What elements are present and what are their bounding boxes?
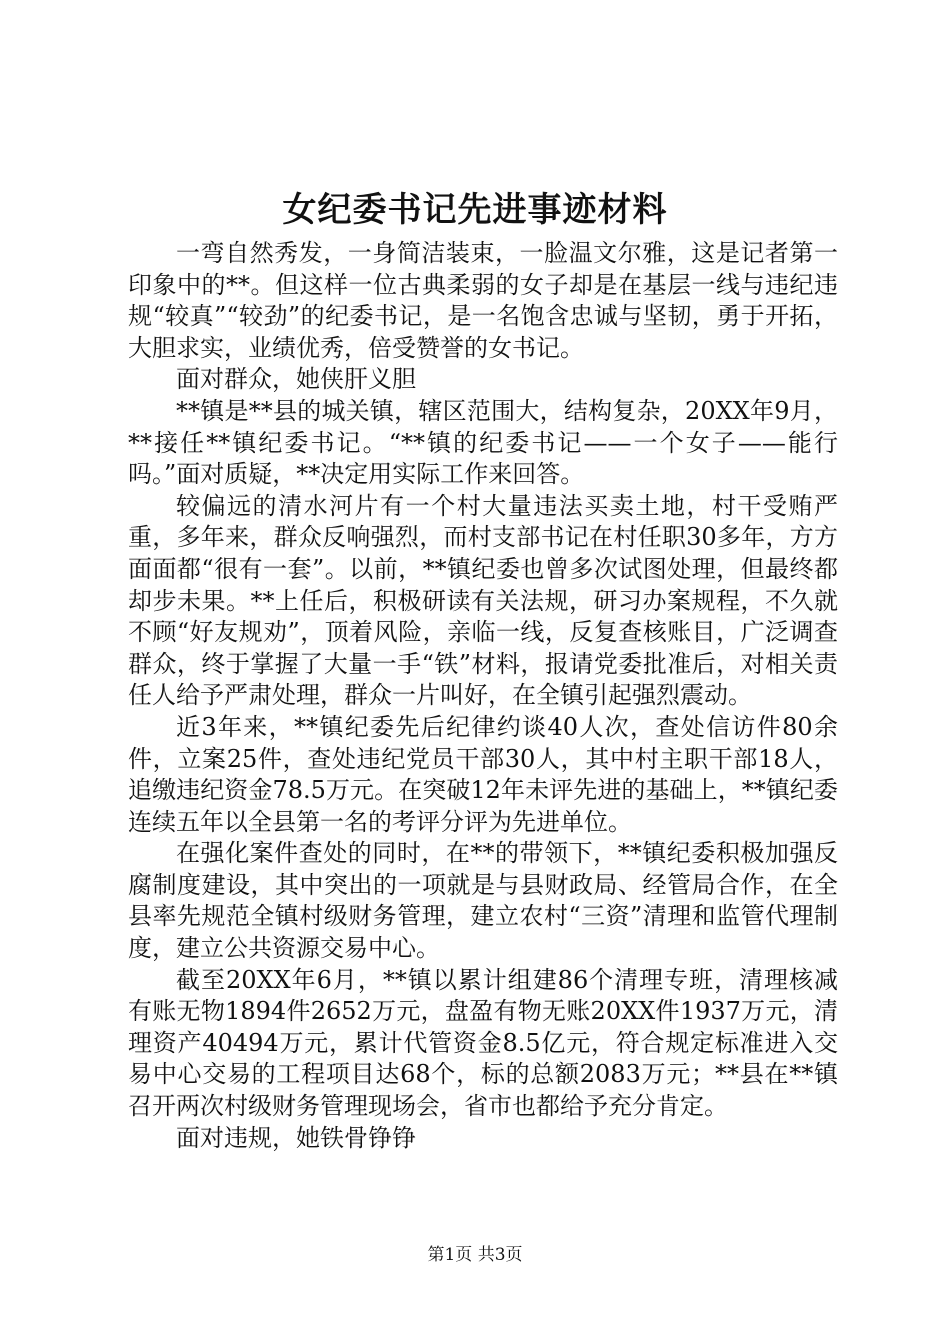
section-heading-violations: 面对违规，她铁骨铮铮 xyxy=(176,1123,416,1152)
paragraph-statistics: 近3年来，**镇纪委先后纪律约谈40人次，查处信访件80余件，立案25件，查处违纪党员干部30人，其中村主职干部18人，追缴违纪资金78.5万元。在突破12年未评先进的基础上，**镇纪委连续五年以全县第一名的考评分评为先进单位。 xyxy=(128,712,838,836)
paragraph-achievements: 截至20XX年6月，**镇以累计组建86个清理专班，清理核减有账无物1894件2652万元，盘盈有物无账20XX件1937万元，清理资产40494万元，累计代管资金8.5亿元，符合规定标准进入交易中心交易的工程项目达68个，标的总额2083万元；**县在**镇召开两次村级财务管理现场会，省市也都给予充分肯定。 xyxy=(128,965,838,1121)
document-body xyxy=(128,238,838,1154)
paragraph-appointment: **镇是**县的城关镇，辖区范围大，结构复杂，20XX年9月，**接任**镇纪委书记。“**镇的纪委书记——一个女子——能行吗。”面对质疑，**决定用实际工作来回答。 xyxy=(128,396,838,489)
page-footer: 第1页 共3页 xyxy=(427,1245,523,1265)
paragraph-intro: 一弯自然秀发，一身简洁装束，一脸温文尔雅，这是记者第一印象中的**。但这样一位古典柔弱的女子却是在基层一线与违纪违规“较真”“较劲”的纪委书记，是一名饱含忠诚与坚韧，勇于开拓，大胆求实，业绩优秀，倍受赞誉的女书记。 xyxy=(128,239,838,362)
paragraph-system-building: 在强化案件查处的同时，在**的带领下，**镇纪委积极加强反腐制度建设，其中突出的一项就是与县财政局、经管局合作，在全县率先规范全镇村级财务管理，建立农村“三资”清理和监管代理制度，建立公共资源交易中心。 xyxy=(128,839,838,963)
document-title: 女纪委书记先进事迹材料 xyxy=(282,190,668,230)
paragraph-case: 较偏远的清水河片有一个村大量违法买卖土地，村干受贿严重，多年来，群众反响强烈，而村支部书记在村任职30多年，方方面面都“很有一套”。以前，**镇纪委也曾多次试图处理，但最终都却步未果。**上任后，积极研读有关法规，研习办案规程，不久就不顾“好友规劝”，顶着风险，亲临一线，反复查核账目，广泛调查群众，终于掌握了大量一手“铁”材料，报请党委批准后，对相关责任人给予严肃处理，群众一片叫好，在全镇引起强烈震动。 xyxy=(128,491,838,710)
section-heading-masses: 面对群众，她侠肝义胆 xyxy=(176,365,416,394)
